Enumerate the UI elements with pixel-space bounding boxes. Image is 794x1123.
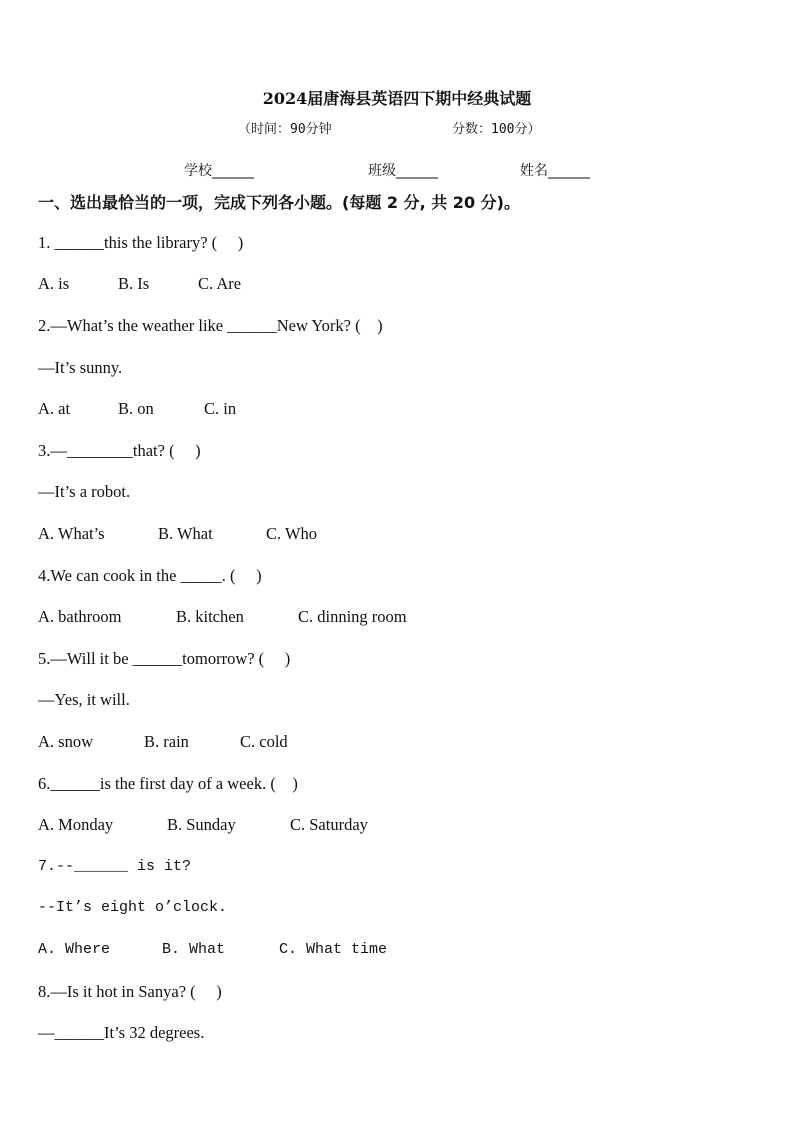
option-b: B. Is (118, 274, 150, 293)
option-c: C. Saturday (290, 815, 368, 834)
option-b: B. kitchen (176, 607, 244, 626)
name-field: 姓名______ (520, 163, 590, 179)
option-a: A. snow (38, 732, 94, 751)
question-stem: 6.______is the first day of a week. ( ) (38, 774, 298, 793)
answer-line: —______It’s 32 degrees. (38, 1023, 205, 1042)
option-a: A. Monday (38, 815, 114, 834)
question-stem: 8.—Is it hot in Sanya? ( ) (38, 982, 222, 1001)
option-a: A. Where (38, 941, 111, 958)
question-stem: 4.We can cook in the _____. ( ) (38, 566, 262, 585)
exam-time: （时间：90分钟 (238, 122, 332, 137)
question-stem: 5.—Will it be ______tomorrow? ( ) (38, 649, 291, 668)
question-stem: 1. ______this the library? ( ) (38, 233, 244, 252)
question-stem: 3.—________that? ( ) (38, 441, 201, 460)
option-c: C. dinning room (298, 607, 407, 626)
option-c: C. Who (266, 524, 318, 543)
option-b: B. on (118, 399, 154, 418)
option-a: A. bathroom (38, 607, 122, 626)
question-stem: 7.--______ is it? (38, 858, 192, 875)
class-field: 班级______ (368, 163, 438, 179)
option-b: B. rain (144, 732, 189, 751)
option-b: B. What (158, 524, 213, 543)
option-c: C. cold (240, 732, 288, 751)
answer-line: —Yes, it will. (38, 690, 130, 709)
option-a: A. What’s (38, 524, 105, 543)
question-stem: 2.—What’s the weather like ______New York? ( ) (38, 316, 383, 335)
answer-line: —It’s a robot. (38, 482, 131, 501)
option-a: A. at (38, 399, 71, 418)
exam-score: 分数：100分） (452, 122, 541, 137)
school-field: 学校______ (184, 163, 254, 179)
exam-title: 2024届唐海县英语四下期中经典试题 (262, 89, 532, 108)
answer-line: --It’s eight o’clock. (38, 899, 228, 916)
option-b: B. What (162, 941, 226, 958)
option-b: B. Sunday (167, 815, 236, 834)
option-c: C. in (204, 399, 237, 418)
answer-line: —It’s sunny. (38, 358, 123, 377)
option-c: C. What time (279, 941, 388, 958)
section-heading: 一、选出最恰当的一项，完成下列各小题。(每题 2 分, 共 20 分)。 (38, 193, 520, 212)
option-c: C. Are (198, 274, 242, 293)
option-a: A. is (38, 274, 70, 293)
